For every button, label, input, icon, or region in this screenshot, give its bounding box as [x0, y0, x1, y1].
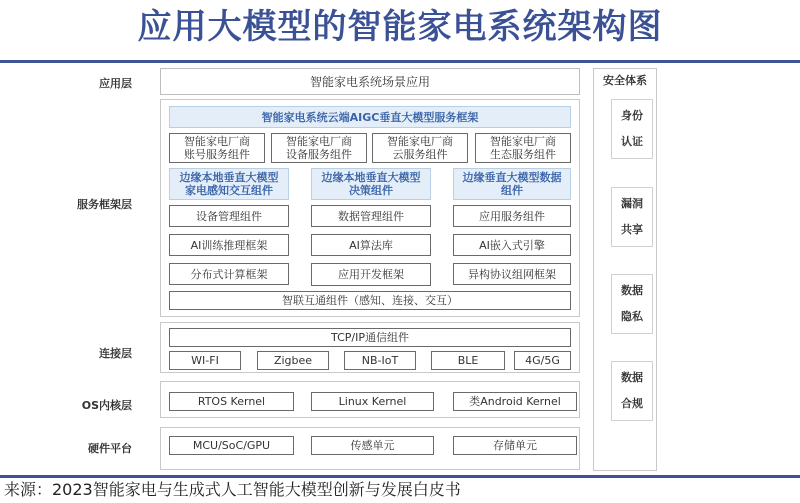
box-line: 智能家电厂商 — [184, 135, 250, 148]
ai-algorithm-library: AI算法库 — [311, 234, 431, 256]
edge-decision-model — [311, 168, 431, 200]
protocol-ble: BLE — [431, 351, 505, 370]
box-line: 账号服务组件 — [184, 148, 250, 161]
protocol-4g-5g: 4G/5G — [514, 351, 571, 370]
sensing-unit: 传感单元 — [311, 436, 434, 455]
box-line: 组件 — [501, 184, 523, 197]
os-kernel-layer-panel — [160, 381, 580, 418]
box-line: 智能家电厂商 — [286, 135, 352, 148]
data-management-component: 数据管理组件 — [311, 205, 431, 227]
box-line: 云服务组件 — [392, 148, 448, 161]
cloud-aigc-framework-header: 智能家电系统云端AIGC垂直大模型服务框架 — [169, 106, 571, 128]
heterogeneous-protocol-networking-framework: 异构协议组网框架 — [453, 263, 571, 285]
mcu-soc-gpu: MCU/SoC/GPU — [169, 436, 294, 455]
edge-data-model — [453, 168, 571, 200]
tcpip-component: TCP/IP通信组件 — [169, 328, 571, 347]
vendor-cloud-service — [372, 133, 468, 163]
box-line: 边缘垂直大模型数据 — [462, 171, 562, 184]
distributed-computing-framework: 分布式计算框架 — [169, 263, 289, 285]
box-line: 共享 — [621, 223, 643, 236]
box-line: 隐私 — [621, 310, 643, 323]
security-data-privacy — [611, 274, 653, 334]
storage-unit: 存储单元 — [453, 436, 577, 455]
layer-label-service: 服务框架层 — [77, 198, 132, 211]
box-line: 设备服务组件 — [286, 148, 352, 161]
layer-label-application: 应用层 — [99, 77, 132, 90]
vendor-account-service — [169, 133, 265, 163]
security-vulnerability-sharing — [611, 187, 653, 247]
box-line: 数据 — [621, 284, 643, 297]
security-data-compliance — [611, 361, 653, 421]
app-development-framework: 应用开发框架 — [311, 263, 431, 286]
connectivity-layer-panel — [160, 322, 580, 373]
linux-kernel: Linux Kernel — [311, 392, 434, 411]
page-title: 应用大模型的智能家电系统架构图 — [137, 7, 663, 47]
box-line: 智能家电厂商 — [387, 135, 453, 148]
protocol-wifi: WI-FI — [169, 351, 241, 370]
vendor-device-service — [271, 133, 367, 163]
ai-embedded-engine: AI嵌入式引擎 — [453, 234, 571, 256]
security-system-panel — [593, 68, 657, 471]
android-like-kernel: 类Android Kernel — [453, 392, 577, 411]
service-layer-panel — [160, 99, 580, 317]
layer-label-connectivity: 连接层 — [99, 347, 132, 360]
device-management-component: 设备管理组件 — [169, 205, 289, 227]
box-line: 家电感知交互组件 — [185, 184, 273, 197]
ai-training-inference-framework: AI训练推理框架 — [169, 234, 289, 256]
box-line: 漏洞 — [621, 197, 643, 210]
protocol-zigbee: Zigbee — [257, 351, 329, 370]
footer-divider — [0, 475, 800, 478]
edge-perception-interaction-model — [169, 168, 289, 200]
protocol-nb-iot: NB-IoT — [344, 351, 416, 370]
box-line: 生态服务组件 — [490, 148, 556, 161]
layer-label-hardware: 硬件平台 — [88, 442, 132, 455]
security-system-title: 安全体系 — [603, 74, 647, 87]
box-line: 身份 — [621, 109, 643, 122]
app-service-component: 应用服务组件 — [453, 205, 571, 227]
interconnect-component: 智联互通组件（感知、连接、交互） — [169, 291, 571, 310]
title-divider — [0, 60, 800, 63]
rtos-kernel: RTOS Kernel — [169, 392, 294, 411]
box-line: 合规 — [621, 397, 643, 410]
layer-label-os-kernel: OS内核层 — [81, 399, 132, 412]
box-line: 认证 — [621, 135, 643, 148]
vendor-ecosystem-service — [475, 133, 571, 163]
security-identity-auth — [611, 99, 653, 159]
box-line: 边缘本地垂直大模型 — [321, 171, 421, 184]
source-caption: 来源：2023智能家电与生成式人工智能大模型创新与发展白皮书 — [4, 480, 461, 499]
box-line: 智能家电厂商 — [490, 135, 556, 148]
application-layer-panel — [160, 68, 580, 95]
application-scenario: 智能家电系统场景应用 — [309, 75, 430, 89]
box-line: 决策组件 — [349, 184, 393, 197]
hardware-layer-panel — [160, 427, 580, 470]
box-line: 数据 — [621, 371, 643, 384]
box-line: 边缘本地垂直大模型 — [179, 171, 279, 184]
